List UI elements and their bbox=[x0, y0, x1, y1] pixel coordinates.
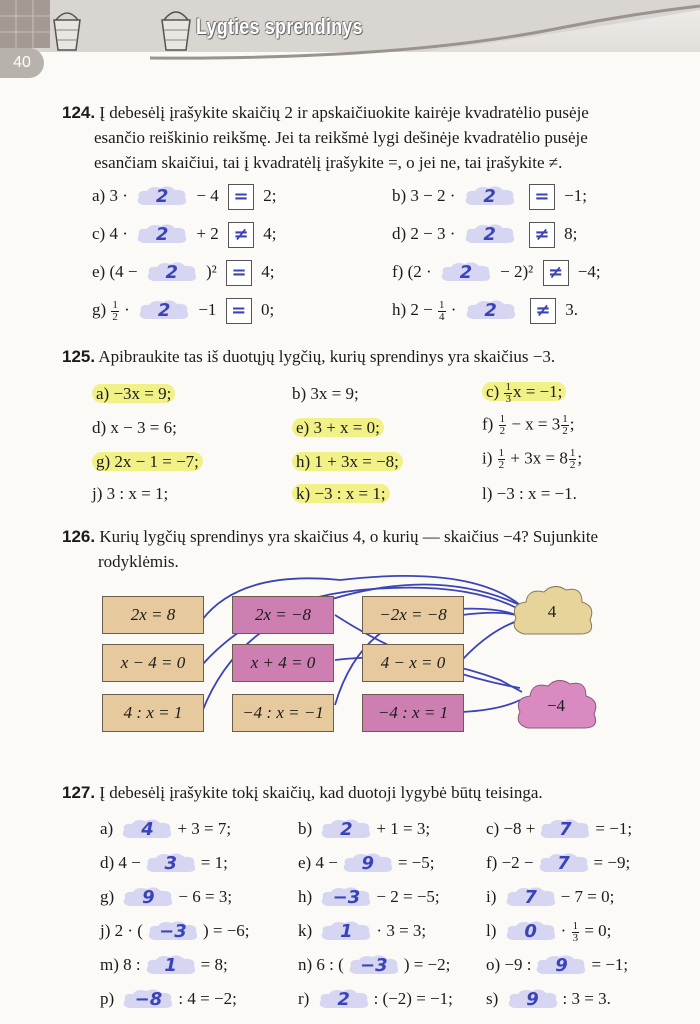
list-item: f) (2 · 2 − 2)² ≠ −4; bbox=[392, 260, 601, 286]
list-item: i) 7 − 7 = 0; bbox=[486, 886, 615, 908]
answer-cloud[interactable]: −3 bbox=[146, 920, 200, 944]
cloud-label: −4 bbox=[546, 696, 566, 715]
list-item[interactable]: d) x − 3 = 6; bbox=[92, 418, 177, 437]
answer-cloud[interactable]: 2 bbox=[463, 185, 517, 209]
fraction: $\frac{1}{3}$ bbox=[505, 381, 511, 405]
exercise-124-text bbox=[62, 100, 662, 175]
exercise-125-text bbox=[62, 344, 662, 369]
list-item[interactable]: f) $\frac{1}{2}$ − x = 3 $\frac{1}{2}$ ; bbox=[482, 413, 575, 437]
equation-box[interactable]: 4 − x = 0 bbox=[362, 644, 464, 682]
list-item[interactable]: e) 3 + x = 0; bbox=[292, 418, 384, 438]
list-item: n) 6 : ( −3 ) = −2; bbox=[298, 954, 451, 976]
fraction: $\frac{1}{2}$ bbox=[562, 413, 568, 437]
list-item: c) 4 · 2 + 2 ≠ 4; bbox=[92, 222, 276, 248]
exercise-number: 127. bbox=[62, 783, 96, 802]
answer-cloud[interactable]: −3 bbox=[347, 954, 401, 978]
bucket-icon bbox=[158, 4, 194, 52]
equation-box[interactable]: 4 : x = 1 bbox=[102, 694, 204, 732]
list-item: d) 2 − 3 · 2 ≠ 8; bbox=[392, 222, 577, 248]
list-item: a) 4 + 3 = 7; bbox=[100, 818, 232, 840]
list-item[interactable]: h) 1 + 3x = −8; bbox=[292, 452, 403, 472]
task-line: Į debesėlį įrašykite skaičių 2 ir apskaičiuokite kairėje kvadratėlio pusėje bbox=[99, 103, 589, 122]
list-item: e) (4 − 2 )² = 4; bbox=[92, 260, 274, 286]
list-item: f) −2 − 7 = −9; bbox=[486, 852, 631, 874]
equation-box[interactable]: x − 4 = 0 bbox=[102, 644, 204, 682]
list-item[interactable]: g) 2x − 1 = −7; bbox=[92, 452, 203, 472]
answer-box[interactable]: ≠ bbox=[228, 222, 254, 248]
answer-cloud[interactable]: 9 bbox=[534, 954, 588, 978]
answer-cloud[interactable]: 4 bbox=[120, 818, 174, 842]
answer-box[interactable]: ≠ bbox=[529, 222, 555, 248]
answer-cloud[interactable]: 1 bbox=[319, 920, 373, 944]
arrow-line bbox=[462, 700, 520, 712]
list-item[interactable]: k) −3 : x = 1; bbox=[292, 484, 390, 504]
task-line: esančio reiškinio reikšmę. Jei ta reikšmė lygi dešinėje kvadratėlio pusėje bbox=[94, 128, 588, 147]
answer-box[interactable]: = bbox=[228, 184, 254, 210]
equation-box[interactable]: 2x = −8 bbox=[232, 596, 334, 634]
equation-box[interactable]: −2x = −8 bbox=[362, 596, 464, 634]
task-line: rodyklėmis. bbox=[98, 552, 179, 571]
list-item[interactable]: i) $\frac{1}{2}$ + 3x = 8 $\frac{1}{2}$ ; bbox=[482, 447, 583, 471]
answer-cloud[interactable]: 9 bbox=[121, 886, 175, 910]
answer-cloud[interactable]: 3 bbox=[144, 852, 198, 876]
answer-cloud[interactable]: 2 bbox=[464, 299, 518, 323]
task-line: Į debesėlį įrašykite tokį skaičių, kad duotoji lygybė būtų teisinga. bbox=[99, 783, 543, 802]
answer-cloud[interactable]: 0 bbox=[504, 920, 558, 944]
answer-cloud[interactable]: 9 bbox=[341, 852, 395, 876]
answer-cloud[interactable]: 2 bbox=[463, 223, 517, 247]
fraction: $\frac{1}{2}$ bbox=[112, 298, 118, 323]
list-item: k) 1 · 3 = 3; bbox=[298, 920, 427, 942]
page-number: 40 bbox=[0, 48, 44, 78]
list-item[interactable]: b) 3x = 9; bbox=[292, 384, 359, 403]
exercise-number: 125. bbox=[62, 347, 96, 366]
equation-box[interactable]: −4 : x = 1 bbox=[362, 694, 464, 732]
list-item: a) 3 · 2 − 4 = 2; bbox=[92, 184, 276, 210]
answer-cloud[interactable]: 7 bbox=[537, 852, 591, 876]
task-line: esančiam skaičiui, tai į kvadratėlį įrašykite =, o jei ne, tai įrašykite ≠. bbox=[94, 153, 563, 172]
fraction: $\frac{1}{2}$ bbox=[498, 447, 505, 471]
list-item[interactable]: a) −3x = 9; bbox=[92, 384, 175, 404]
list-item: g) $\frac{1}{2}$ · 2 −1 = 0; bbox=[92, 298, 275, 323]
list-item: b) 2 + 1 = 3; bbox=[298, 818, 431, 840]
exercise-number: 124. bbox=[62, 103, 96, 122]
list-item: c) −8 + 7 = −1; bbox=[486, 818, 633, 840]
list-item: m) 8 : 1 = 8; bbox=[100, 954, 228, 976]
answer-cloud[interactable]: 2 bbox=[319, 818, 373, 842]
answer-box[interactable]: ≠ bbox=[543, 260, 569, 286]
page-header bbox=[0, 0, 700, 80]
header-swoosh-graphic bbox=[0, 0, 700, 80]
cloud-positive-4[interactable] bbox=[510, 582, 594, 642]
answer-box[interactable]: ≠ bbox=[530, 298, 556, 324]
answer-box[interactable]: = bbox=[226, 298, 252, 324]
list-item: o) −9 : 9 = −1; bbox=[486, 954, 629, 976]
answer-cloud[interactable]: 2 bbox=[317, 988, 371, 1012]
list-item: d) 4 − 3 = 1; bbox=[100, 852, 228, 874]
answer-cloud[interactable]: −8 bbox=[121, 988, 175, 1012]
exercise-127-text bbox=[62, 780, 662, 805]
list-item[interactable]: j) 3 : x = 1; bbox=[92, 484, 169, 503]
task-line: Kurių lygčių sprendinys yra skaičius 4, o kurių — skaičius −4? Sujunkite bbox=[99, 527, 599, 546]
answer-cloud[interactable]: 7 bbox=[504, 886, 558, 910]
list-item: p) −8 : 4 = −2; bbox=[100, 988, 237, 1010]
fraction: $\frac{1}{2}$ bbox=[569, 447, 576, 471]
list-item: b) 3 − 2 · 2 = −1; bbox=[392, 184, 587, 210]
cloud-label: 4 bbox=[547, 602, 557, 621]
fraction: $\frac{1}{3}$ bbox=[572, 919, 579, 944]
answer-cloud[interactable]: 2 bbox=[137, 299, 191, 323]
list-item[interactable]: c) $\frac{1}{3}$ x = −1; bbox=[482, 382, 566, 405]
list-item: h) −3 − 2 = −5; bbox=[298, 886, 440, 908]
answer-cloud[interactable]: 2 bbox=[135, 223, 189, 247]
answer-cloud[interactable]: 2 bbox=[145, 261, 199, 285]
chapter-title: Lygties sprendinys bbox=[196, 14, 363, 39]
task-line: Apibraukite tas iš duotųjų lygčių, kurių sprendinys yra skaičius −3. bbox=[98, 347, 556, 366]
list-item: l) 0 · $\frac{1}{3}$ = 0; bbox=[486, 919, 612, 944]
list-item: g) 9 − 6 = 3; bbox=[100, 886, 233, 908]
answer-box[interactable]: = bbox=[226, 260, 252, 286]
answer-box[interactable]: = bbox=[529, 184, 555, 210]
answer-cloud[interactable]: −3 bbox=[319, 886, 373, 910]
answer-cloud[interactable]: 9 bbox=[506, 988, 560, 1012]
list-item: r) 2 : (−2) = −1; bbox=[298, 988, 453, 1010]
answer-cloud[interactable]: 1 bbox=[144, 954, 198, 978]
cloud-negative-4[interactable] bbox=[514, 676, 598, 736]
equation-box[interactable]: 2x = 8 bbox=[102, 596, 204, 634]
answer-cloud[interactable]: 2 bbox=[439, 261, 493, 285]
fraction: $\frac{1}{2}$ bbox=[499, 413, 506, 437]
equation-box[interactable]: x + 4 = 0 bbox=[232, 644, 334, 682]
fraction: $\frac{1}{4}$ bbox=[439, 298, 445, 323]
list-item: h) 2 − $\frac{1}{4}$ · 2 ≠ 3. bbox=[392, 298, 578, 323]
answer-cloud[interactable]: 2 bbox=[135, 185, 189, 209]
list-item: j) 2 · ( −3 ) = −6; bbox=[100, 920, 250, 942]
equation-box[interactable]: −4 : x = −1 bbox=[232, 694, 334, 732]
list-item[interactable]: l) −3 : x = −1. bbox=[482, 484, 577, 503]
exercise-number: 126. bbox=[62, 527, 96, 546]
answer-cloud[interactable]: 7 bbox=[538, 818, 592, 842]
bucket-icon bbox=[50, 6, 84, 52]
list-item: s) 9 : 3 = 3. bbox=[486, 988, 611, 1010]
list-item: e) 4 − 9 = −5; bbox=[298, 852, 435, 874]
